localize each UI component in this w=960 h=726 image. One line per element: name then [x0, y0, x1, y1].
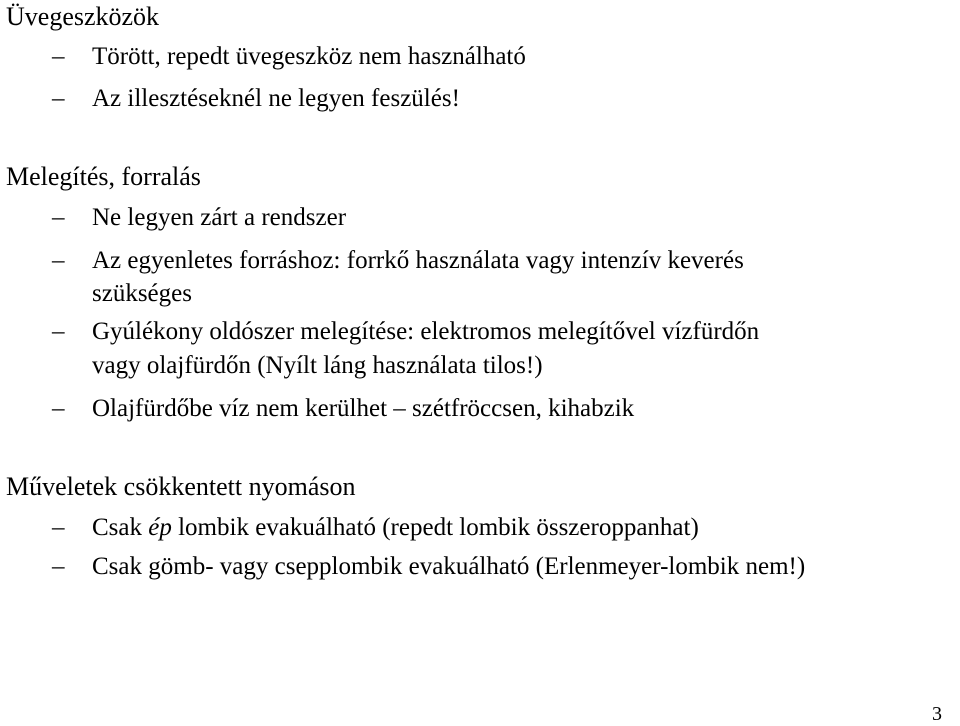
- bullet-dash: –: [52, 204, 65, 231]
- list-item-text: Csak: [92, 514, 149, 541]
- section-heading-glassware: Üvegeszközök: [6, 2, 160, 31]
- list-item: Az illesztéseknél ne legyen feszülés!: [92, 85, 460, 112]
- bullet-dash: –: [52, 247, 65, 274]
- list-item: Az egyenletes forráshoz: forrkő használata vagy intenzív keverés: [92, 247, 744, 274]
- emphasized-word: ép: [148, 514, 172, 541]
- list-item: [92, 511, 699, 544]
- bullet-dash: –: [52, 553, 65, 580]
- list-item: Ne legyen zárt a rendszer: [92, 204, 347, 231]
- bullet-dash: –: [52, 514, 65, 541]
- list-item: Gyúlékony oldószer melegítése: elektromos melegítővel vízfürdőn: [92, 318, 760, 345]
- list-item: Csak gömb- vagy csepplombik evakuálható (Erlenmeyer-lombik nem!): [92, 553, 806, 580]
- list-item-text: lombik evakuálható (repedt lombik összeroppanhat): [171, 514, 699, 541]
- list-item-continuation: vagy olajfürdőn (Nyílt láng használata tilos!): [92, 352, 543, 379]
- page-number: 3: [932, 703, 942, 725]
- bullet-dash: –: [52, 318, 65, 345]
- bullet-dash: –: [52, 395, 65, 422]
- bullet-dash: –: [52, 85, 65, 112]
- bullet-dash: –: [52, 43, 65, 70]
- list-item: Törött, repedt üvegeszköz nem használható: [92, 43, 526, 70]
- list-item: Olajfürdőbe víz nem kerülhet – szétfröccsen, kihabzik: [92, 395, 635, 422]
- list-item-continuation: szükséges: [92, 280, 192, 307]
- section-heading-heating: Melegítés, forralás: [6, 162, 201, 191]
- section-heading-reduced-pressure: Műveletek csökkentett nyomáson: [6, 472, 356, 501]
